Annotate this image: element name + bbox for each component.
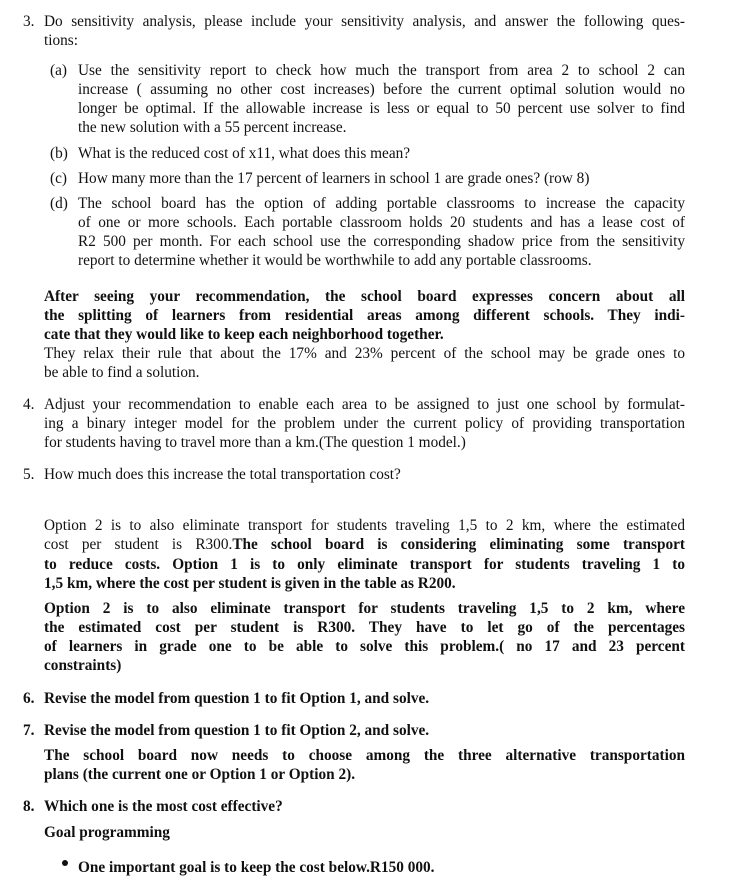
text-line: Adjust your recommendation to enable each area to be assigned to just one school by formulat- [44, 396, 685, 413]
text-line: constraints) [44, 657, 122, 674]
text-line: plans (the current one or Option 1 or Option 2). [44, 766, 356, 783]
text-bold: The school board is considering eliminating some transport [232, 536, 685, 553]
text-line: longer be optimal. If the allowable increase is less or equal to 50 percent use solver to find [78, 100, 685, 117]
question-number: 8. [23, 798, 35, 815]
item-label: (c) [50, 170, 67, 187]
text-line: They relax their rule that about the 17% and 23% percent of the school may be grade ones to [44, 345, 685, 362]
text-line: ing a binary integer model for the problem under the current policy of providing transportation [44, 415, 685, 432]
text-line: tions: [44, 32, 78, 49]
question-number: 7. [23, 722, 35, 739]
item-label: (a) [50, 62, 67, 79]
text-line: Option 2 is to also eliminate transport for students traveling 1,5 to 2 km, where [44, 600, 685, 617]
text-line: the splitting of learners from residential areas among different schools. They indi- [44, 307, 685, 324]
text-line: Revise the model from question 1 to fit Option 2, and solve. [44, 722, 430, 739]
text-line: R2 500 per month. For each school use the corresponding shadow price from the sensitivity [78, 233, 685, 250]
text-line: to reduce costs. Option 1 is to only eliminate transport for students traveling 1 to [44, 556, 685, 573]
text-line: 1,5 km, where the cost per student is given in the table as R200. [44, 575, 456, 592]
text-line: The school board now needs to choose among the three alternative transportation [44, 747, 685, 764]
text-line: Do sensitivity analysis, please include your sensitivity analysis, and answer the following ques- [44, 13, 685, 30]
text-line: Which one is the most cost effective? [44, 798, 283, 815]
text-line: cate that they would like to keep each neighborhood together. [44, 326, 444, 343]
text-line: How many more than the 17 percent of learners in school 1 are grade ones? (row 8) [78, 170, 590, 187]
text-line: How much does this increase the total transportation cost? [44, 466, 401, 483]
item-label: (b) [50, 145, 68, 162]
bullet-icon [62, 860, 68, 866]
question-number: 3. [23, 13, 35, 30]
text-line: for students having to travel more than a km.(The question 1 model.) [44, 434, 466, 451]
text-line: be able to find a solution. [44, 364, 200, 381]
text-line: report to determine whether it would be worthwhile to add any portable classrooms. [78, 252, 592, 269]
text-line: After seeing your recommendation, the school board expresses concern about all [44, 288, 685, 305]
text-line: The school board has the option of adding portable classrooms to increase the capacity [78, 195, 685, 212]
text-line: of learners in grade one to be able to solve this problem.( no 17 and 23 percent [44, 638, 685, 655]
section-heading: Goal programming [44, 824, 170, 841]
text-normal: cost per student is R300. [44, 536, 233, 553]
question-number: 5. [23, 466, 35, 483]
bullet-item: One important goal is to keep the cost below.R150 000. [78, 859, 435, 876]
question-number: 4. [23, 396, 35, 413]
text-line: of one or more schools. Each portable classroom holds 20 students and has a lease cost of [78, 214, 685, 231]
text-line: increase ( assuming no other cost increases) before the current optimal solution would no [78, 81, 685, 98]
text-line: Option 2 is to also eliminate transport for students traveling 1,5 to 2 km, where the estimated [44, 517, 685, 534]
text-line [44, 535, 685, 554]
text-line: the new solution with a 55 percent increase. [78, 119, 347, 136]
text-line: Use the sensitivity report to check how much the transport from area 2 to school 2 can [78, 62, 685, 79]
text-line: Revise the model from question 1 to fit Option 1, and solve. [44, 690, 430, 707]
text-line: What is the reduced cost of x11, what does this mean? [78, 145, 411, 162]
question-number: 6. [23, 690, 35, 707]
text-line: the estimated cost per student is R300. They have to let go of the percentages [44, 619, 685, 636]
item-label: (d) [50, 195, 68, 212]
